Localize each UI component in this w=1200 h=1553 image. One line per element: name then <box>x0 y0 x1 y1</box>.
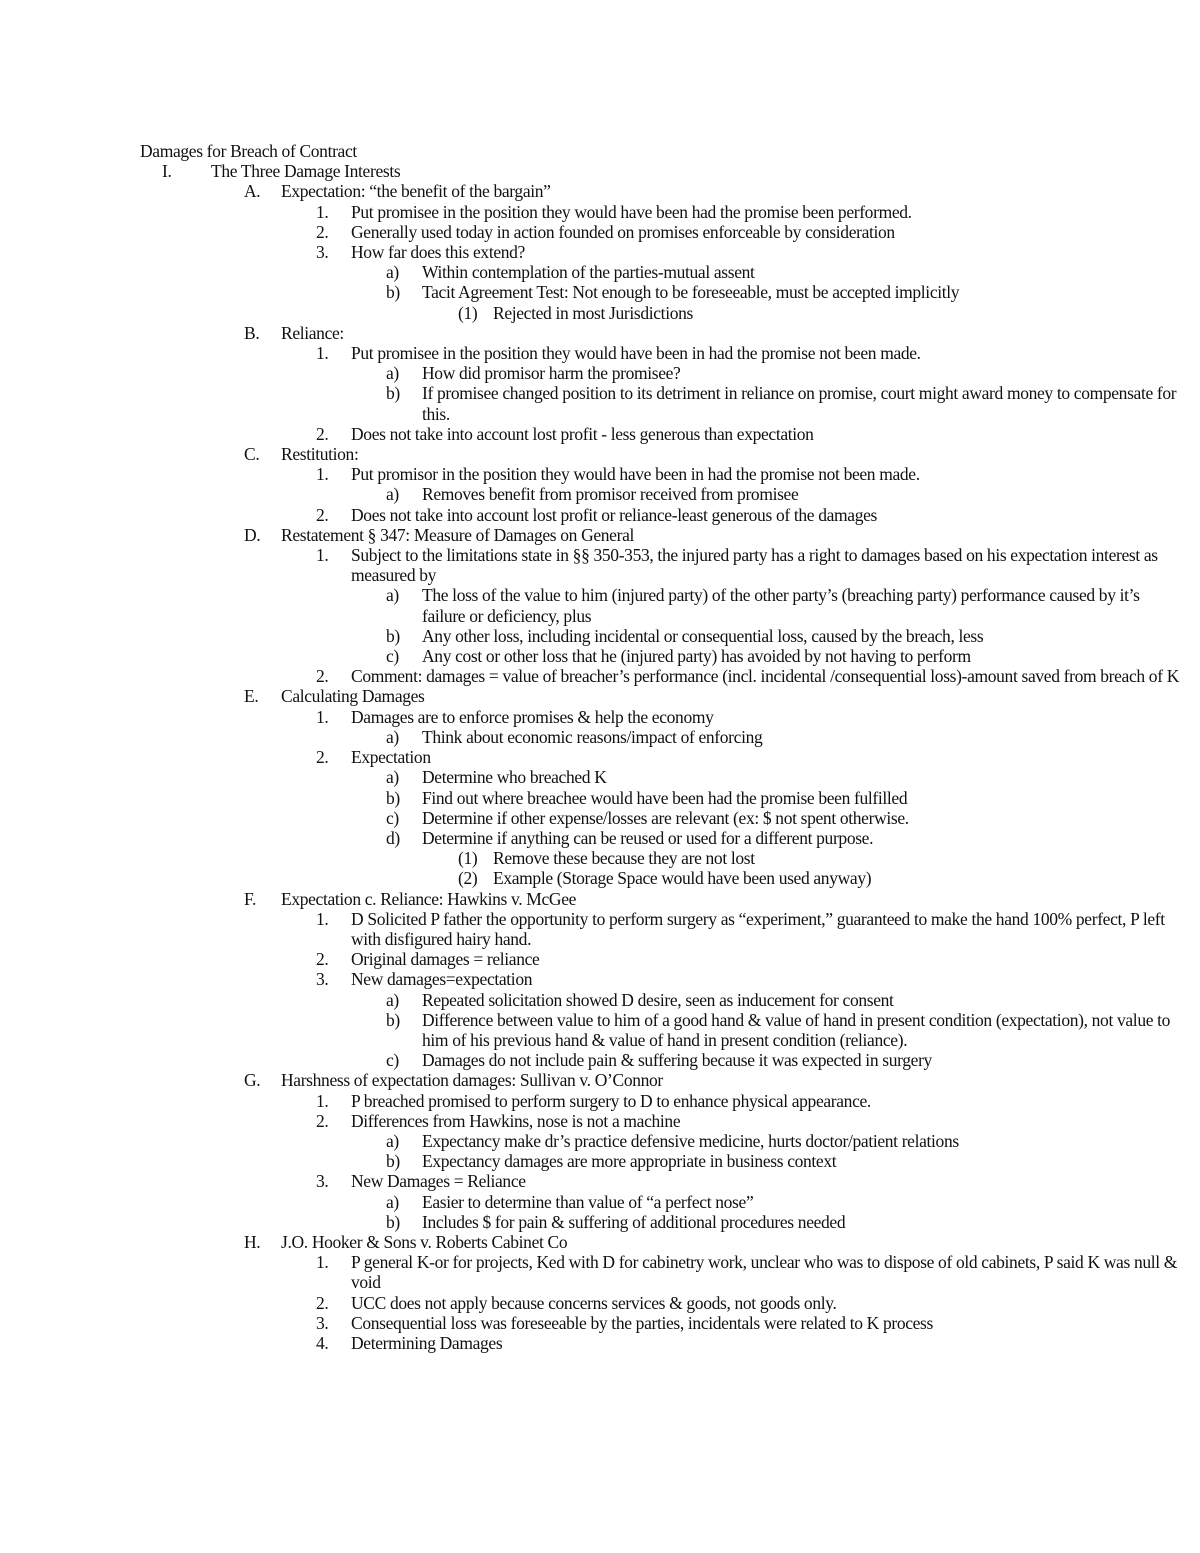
outline-marker: b) <box>386 282 400 303</box>
outline-text: Within contemplation of the parties-mutual assent <box>422 262 755 283</box>
outline-item-level-3 <box>140 1091 1180 1111</box>
outline-item-level-3 <box>140 747 1180 767</box>
outline-text: Determining Damages <box>351 1332 503 1353</box>
outline-text: The Three Damage Interests <box>211 161 401 182</box>
outline-item-level-2 <box>140 181 1180 201</box>
outline-item-level-4 <box>140 383 1180 423</box>
outline-marker: 2. <box>316 747 329 768</box>
outline-marker: G. <box>244 1070 261 1091</box>
outline-marker: a) <box>386 484 399 505</box>
outline-marker: 3. <box>316 1312 329 1333</box>
outline-marker: a) <box>386 726 399 747</box>
outline-text: Expectancy damages are more appropriate in business context <box>422 1151 837 1172</box>
outline-marker: a) <box>386 585 399 606</box>
outline-marker: (2) <box>458 868 478 889</box>
outline-marker: b) <box>386 1151 400 1172</box>
outline-item-level-2 <box>140 1070 1180 1090</box>
outline-item-level-3 <box>140 1333 1180 1353</box>
outline-text: Difference between value to him of a good hand & value of hand in present condition (expectation), not value to him of his previous hand & value of hand in present condition (reliance). <box>422 1009 1171 1050</box>
document-title: Damages for Breach of Contract <box>140 141 357 161</box>
outline-text: Original damages = reliance <box>351 949 540 970</box>
outline-marker: 4. <box>316 1332 329 1353</box>
outline-marker: a) <box>386 1191 399 1212</box>
outline-item-level-3 <box>140 666 1180 686</box>
outline-item-level-3 <box>140 969 1180 989</box>
outline-item-level-3 <box>140 424 1180 444</box>
outline-marker: 2. <box>316 423 329 444</box>
outline-text: Think about economic reasons/impact of enforcing <box>422 726 763 747</box>
outline-item-level-3 <box>140 202 1180 222</box>
outline-item-level-4 <box>140 484 1180 504</box>
outline-marker: 3. <box>316 1171 329 1192</box>
outline-text: Removes benefit from promisor received from promisee <box>422 484 799 505</box>
outline-item-level-4 <box>140 1212 1180 1232</box>
outline-item-level-2 <box>140 1232 1180 1252</box>
outline-text: Put promisee in the position they would have been in had the promise not been made. <box>351 343 921 364</box>
outline-marker: 2. <box>316 949 329 970</box>
outline-marker: 3. <box>316 242 329 263</box>
outline-marker: c) <box>386 807 399 828</box>
outline-item-level-4 <box>140 1151 1180 1171</box>
outline-item-level-3 <box>140 909 1180 949</box>
outline-item-level-1 <box>140 161 1180 181</box>
outline-marker: c) <box>386 646 399 667</box>
outline-marker: D. <box>244 524 261 545</box>
outline-text: Put promisee in the position they would have been had the promise been performed. <box>351 201 912 222</box>
outline-text: Comment: damages = value of breacher’s performance (incl. incidental /consequential loss)-amount saved from breach of K <box>351 666 1180 687</box>
outline-text: Does not take into account lost profit - less generous than expectation <box>351 423 814 444</box>
outline-marker: b) <box>386 787 400 808</box>
outline-item-level-3 <box>140 505 1180 525</box>
outline-text: Easier to determine than value of “a perfect nose” <box>422 1191 754 1212</box>
outline-item-level-4 <box>140 1131 1180 1151</box>
outline-item-level-4 <box>140 1192 1180 1212</box>
outline-text: Expectation c. Reliance: Hawkins v. McGee <box>281 888 577 909</box>
outline-marker: 1. <box>316 201 329 222</box>
outline-text: Expectation <box>351 747 431 768</box>
outline-item-level-2 <box>140 686 1180 706</box>
outline-marker: c) <box>386 1050 399 1071</box>
outline-item-level-4 <box>140 282 1180 302</box>
outline-marker: b) <box>386 625 400 646</box>
outline-marker: (1) <box>458 302 478 323</box>
outline-item-level-3 <box>140 1313 1180 1333</box>
outline-item-level-2 <box>140 889 1180 909</box>
outline-text: P general K-or for projects, Ked with D for cabinetry work, unclear who was to dispose of old cabinets, P said K was null & void <box>351 1252 1178 1293</box>
outline-text: Example (Storage Space would have been used anyway) <box>493 868 872 889</box>
outline-text: Consequential loss was foreseeable by the parties, incidentals were related to K process <box>351 1312 933 1333</box>
outline-text: Harshness of expectation damages: Sullivan v. O’Connor <box>281 1070 663 1091</box>
outline-item-level-3 <box>140 545 1180 585</box>
outline-text: If promisee changed position to its detriment in reliance on promise, court might award money to compensate for this. <box>422 383 1177 424</box>
outline-marker: I. <box>162 161 172 182</box>
outline-item-level-4 <box>140 262 1180 282</box>
outline-item-level-4 <box>140 727 1180 747</box>
outline-marker: 2. <box>316 1292 329 1313</box>
outline-text: Repeated solicitation showed D desire, seen as inducement for consent <box>422 989 894 1010</box>
outline-text: How far does this extend? <box>351 242 525 263</box>
outline-text: Any other loss, including incidental or consequential loss, caused by the breach, less <box>422 625 984 646</box>
outline-item-level-3 <box>140 222 1180 242</box>
outline-marker: 1. <box>316 343 329 364</box>
outline-item-level-5 <box>140 303 1180 323</box>
outline-marker: 3. <box>316 969 329 990</box>
outline-marker: 1. <box>316 908 329 929</box>
outline-item-level-4 <box>140 767 1180 787</box>
outline-marker: 2. <box>316 504 329 525</box>
outline-marker: 2. <box>316 666 329 687</box>
document-outline <box>140 141 1180 1353</box>
outline-text: Determine who breached K <box>422 767 607 788</box>
outline-marker: b) <box>386 383 400 404</box>
outline-item-level-3 <box>140 1293 1180 1313</box>
outline-text: Includes $ for pain & suffering of additional procedures needed <box>422 1211 846 1232</box>
outline-text: Expectation: “the benefit of the bargain” <box>281 181 551 202</box>
outline-text: Calculating Damages <box>281 686 425 707</box>
outline-marker: a) <box>386 1130 399 1151</box>
outline-text: Subject to the limitations state in §§ 350-353, the injured party has a right to damages based on his expectation interest as measured by <box>351 545 1158 586</box>
outline-marker: A. <box>244 181 261 202</box>
outline-item-level-4 <box>140 585 1180 625</box>
outline-marker: 1. <box>316 1252 329 1273</box>
outline-text: Determine if anything can be reused or used for a different purpose. <box>422 827 874 848</box>
outline-marker: (1) <box>458 848 478 869</box>
outline-item-level-4 <box>140 363 1180 383</box>
outline-marker: a) <box>386 363 399 384</box>
outline-marker: a) <box>386 767 399 788</box>
outline-text: Tacit Agreement Test: Not enough to be foreseeable, must be accepted implicitly <box>422 282 960 303</box>
outline-item-level-4 <box>140 990 1180 1010</box>
outline-text: Generally used today in action founded on promises enforceable by consideration <box>351 221 895 242</box>
outline-list <box>140 161 1180 1353</box>
outline-item-level-2 <box>140 444 1180 464</box>
outline-text: How did promisor harm the promisee? <box>422 363 681 384</box>
outline-text: Expectancy make dr’s practice defensive medicine, hurts doctor/patient relations <box>422 1130 959 1151</box>
outline-item-level-5 <box>140 848 1180 868</box>
outline-text: Reliance: <box>281 322 344 343</box>
outline-text: Rejected in most Jurisdictions <box>493 302 693 323</box>
outline-text: P breached promised to perform surgery to D to enhance physical appearance. <box>351 1090 871 1111</box>
outline-text: Find out where breachee would have been had the promise been fulfilled <box>422 787 908 808</box>
outline-item-level-3 <box>140 343 1180 363</box>
outline-marker: B. <box>244 322 260 343</box>
outline-marker: 1. <box>316 545 329 566</box>
outline-text: Damages do not include pain & suffering because it was expected in surgery <box>422 1050 932 1071</box>
outline-text: Remove these because they are not lost <box>493 848 755 869</box>
outline-text: New Damages = Reliance <box>351 1171 526 1192</box>
outline-marker: b) <box>386 1211 400 1232</box>
outline-marker: 1. <box>316 706 329 727</box>
outline-marker: F. <box>244 888 257 909</box>
outline-text: Determine if other expense/losses are relevant (ex: $ not spent otherwise. <box>422 807 909 828</box>
outline-marker: H. <box>244 1231 261 1252</box>
outline-item-level-4 <box>140 1010 1180 1050</box>
outline-marker: 2. <box>316 1110 329 1131</box>
outline-marker: a) <box>386 262 399 283</box>
outline-text: D Solicited P father the opportunity to perform surgery as “experiment,” guaranteed to make the hand 100% perfect, P left with disfigured hairy hand. <box>351 908 1165 949</box>
outline-item-level-4 <box>140 788 1180 808</box>
outline-item-level-3 <box>140 1171 1180 1191</box>
outline-marker: 1. <box>316 1090 329 1111</box>
outline-text: Put promisor in the position they would have been in had the promise not been made. <box>351 464 920 485</box>
outline-text: UCC does not apply because concerns services & goods, not goods only. <box>351 1292 837 1313</box>
outline-item-level-3 <box>140 707 1180 727</box>
outline-item-level-3 <box>140 242 1180 262</box>
outline-text: Differences from Hawkins, nose is not a machine <box>351 1110 681 1131</box>
outline-marker: a) <box>386 989 399 1010</box>
outline-text: Restatement § 347: Measure of Damages on General <box>281 524 635 545</box>
outline-item-level-4 <box>140 808 1180 828</box>
outline-item-level-4 <box>140 646 1180 666</box>
outline-text: Damages are to enforce promises & help the economy <box>351 706 714 727</box>
outline-text: Any cost or other loss that he (injured party) has avoided by not having to perform <box>422 646 971 667</box>
outline-item-level-3 <box>140 1111 1180 1131</box>
outline-marker: 1. <box>316 464 329 485</box>
outline-item-level-3 <box>140 949 1180 969</box>
outline-marker: d) <box>386 827 400 848</box>
outline-item-level-5 <box>140 868 1180 888</box>
outline-marker: C. <box>244 444 260 465</box>
outline-text: Restitution: <box>281 444 359 465</box>
outline-text: Does not take into account lost profit or reliance-least generous of the damages <box>351 504 877 525</box>
outline-item-level-4 <box>140 626 1180 646</box>
outline-text: J.O. Hooker & Sons v. Roberts Cabinet Co <box>281 1231 568 1252</box>
outline-item-level-3 <box>140 1252 1180 1292</box>
outline-text: New damages=expectation <box>351 969 533 990</box>
outline-text: The loss of the value to him (injured party) of the other party’s (breaching party) performance caused by it’s failure or deficiency, plus <box>422 585 1140 626</box>
outline-marker: 2. <box>316 221 329 242</box>
outline-item-level-4 <box>140 828 1180 848</box>
outline-marker: b) <box>386 1009 400 1030</box>
outline-item-level-2 <box>140 323 1180 343</box>
outline-marker: E. <box>244 686 259 707</box>
outline-item-level-3 <box>140 464 1180 484</box>
outline-item-level-2 <box>140 525 1180 545</box>
outline-item-level-4 <box>140 1050 1180 1070</box>
